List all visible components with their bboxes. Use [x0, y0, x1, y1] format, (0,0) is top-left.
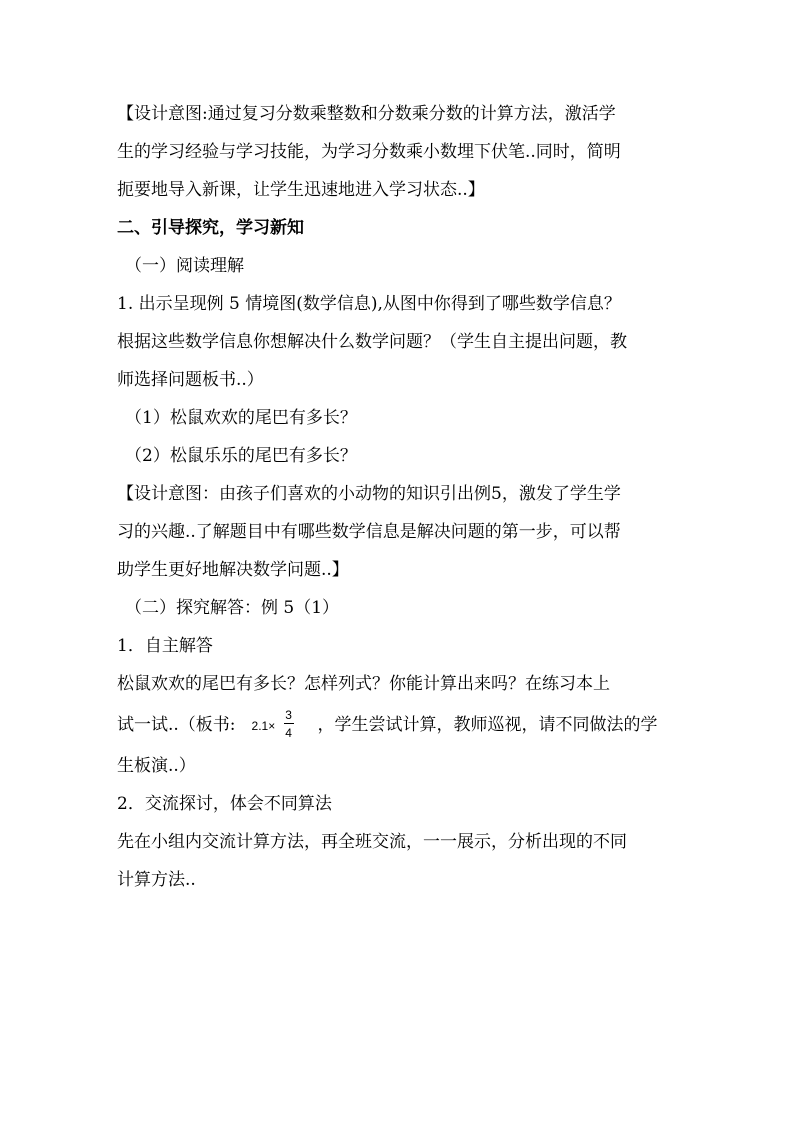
step-1-paragraph [117, 665, 682, 785]
text-line: 【设计意图:通过复习分数乘整数和分数乘分数的计算方法，激活学 [117, 104, 616, 124]
fraction-denominator: 4 [285, 725, 292, 740]
text-line: 先在小组内交流计算方法，再全班交流，一一展示，分析出现的不同 [117, 832, 627, 852]
step-1-heading: 1．自主解答 [117, 636, 213, 656]
text-line: 助学生更好地解决数学问题..】 [117, 560, 349, 580]
fraction-bar [284, 723, 294, 724]
document-page [117, 95, 682, 899]
text-line: 生板演..） [117, 756, 196, 776]
question-1: （1）松鼠欢欢的尾巴有多长？ [125, 408, 357, 428]
text-line: 师选择问题板书..） [117, 370, 264, 390]
text-line-with-formula [117, 703, 682, 747]
fraction-numerator: 3 [285, 707, 292, 722]
text-fragment: ，学生尝试计算，教师巡视，请不同做法的学 [317, 715, 658, 735]
fraction [284, 709, 294, 739]
question-2: （2）松鼠乐乐的尾巴有多长？ [125, 446, 357, 466]
subsection-heading-explore: （二）探究解答：例 5（1） [125, 598, 340, 618]
section-heading: 二、引导探究，学习新知 [117, 218, 304, 238]
formula-lhs: 2.1× [251, 718, 276, 733]
text-line: 计算方法.. [117, 870, 196, 890]
text-line: 根据这些数学信息你想解决什么数学问题？（学生自主提出问题，教 [117, 332, 627, 352]
step-2-heading: 2．交流探讨，体会不同算法 [117, 794, 332, 814]
text-line: 1. 出示呈现例 5 情境图(数学信息),从图中你得到了哪些数学信息？ [117, 294, 621, 314]
text-fragment: 试一试..（板书: [117, 715, 236, 735]
text-line: 松鼠欢欢的尾巴有多长？怎样列式？你能计算出来吗？在练习本上 [117, 674, 610, 694]
text-line: 习的兴趣..了解题目中有哪些数学信息是解决问题的第一步，可以帮 [117, 522, 621, 542]
fraction-formula [252, 709, 304, 743]
text-line: 生的学习经验与学习技能，为学习分数乘小数埋下伏笔..同时，简明 [117, 142, 621, 162]
item-1-paragraph [117, 285, 682, 399]
step-2-paragraph [117, 823, 682, 899]
design-intent-paragraph-1 [117, 95, 682, 209]
text-line: 【设计意图：由孩子们喜欢的小动物的知识引出例5，激发了学生学 [117, 484, 621, 504]
subsection-heading-reading: （一）阅读理解 [125, 256, 244, 276]
text-line: 扼要地导入新课，让学生迅速地进入学习状态..】 [117, 180, 485, 200]
design-intent-paragraph-2 [117, 475, 682, 589]
